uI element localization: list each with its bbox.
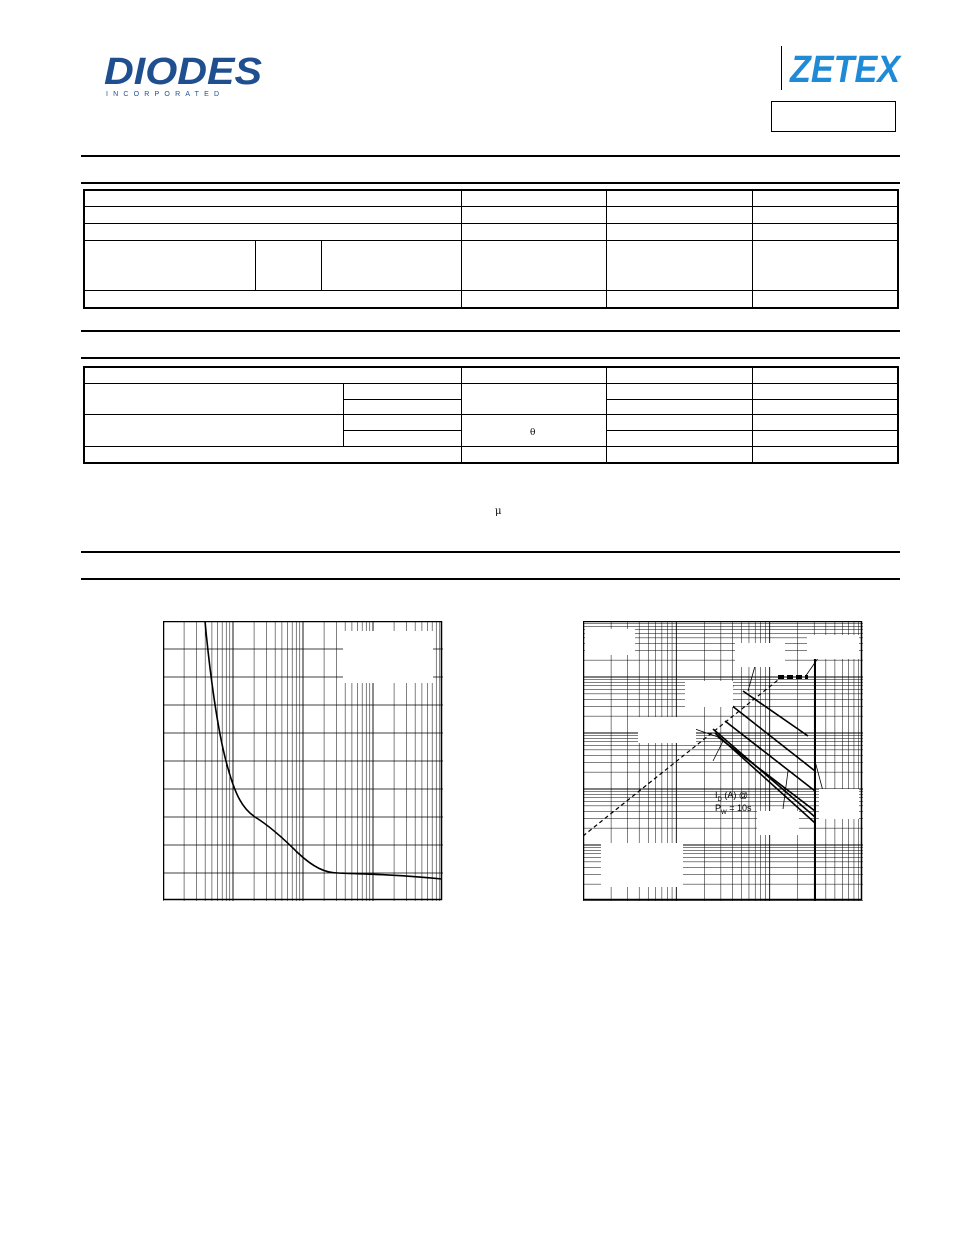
table-cell <box>84 384 343 415</box>
table-cell <box>84 190 461 206</box>
table-cell <box>752 190 898 206</box>
section-rule <box>81 182 900 184</box>
table-cell <box>607 291 753 308</box>
table-cell <box>84 415 343 446</box>
zetex-logo-text: ZETEX <box>789 49 903 91</box>
table-cell <box>84 206 461 223</box>
table-cell <box>461 446 607 463</box>
table-cell <box>461 190 607 206</box>
callout-box <box>735 643 785 667</box>
table-cell <box>752 291 898 308</box>
section-rule <box>81 551 900 553</box>
table-cell <box>461 240 607 290</box>
callout-box <box>807 635 859 659</box>
table-cell <box>607 240 753 290</box>
table-cell <box>84 367 461 384</box>
table-cell <box>607 367 753 384</box>
section-rule <box>81 578 900 580</box>
table-cell <box>752 206 898 223</box>
table-cell <box>84 223 461 240</box>
id-pw-label: $I_D$ (A) @ $P_W = 10s$ <box>715 790 752 816</box>
table-cell <box>84 291 461 308</box>
table-cell <box>607 399 753 415</box>
table-cell <box>752 399 898 415</box>
table-cell <box>343 384 461 400</box>
table-cell <box>461 291 607 308</box>
section-rule <box>81 155 900 157</box>
section-rule <box>81 330 900 332</box>
table-cell <box>752 384 898 400</box>
section-rule <box>81 357 900 359</box>
diodes-logo-subtitle: INCORPORATED <box>106 91 225 98</box>
characteristics-table-1 <box>83 189 899 309</box>
table-cell <box>752 431 898 447</box>
table-cell <box>461 223 607 240</box>
diodes-logo-text: DIODES <box>104 52 262 93</box>
table-cell <box>607 431 753 447</box>
characteristics-table-2 <box>83 366 899 464</box>
table-cell <box>752 367 898 384</box>
callout-box <box>685 681 733 707</box>
callout-box <box>601 843 683 887</box>
rds-limit-line <box>583 676 783 836</box>
table-cell <box>607 206 753 223</box>
table-cell <box>84 240 256 290</box>
table-cell <box>607 190 753 206</box>
table-cell <box>321 240 461 290</box>
callout-box <box>819 789 859 819</box>
soa-curve <box>743 691 808 736</box>
table-cell <box>343 415 461 431</box>
table-cell <box>256 240 322 290</box>
callout-boxes <box>585 629 859 887</box>
transient-chart <box>163 621 443 901</box>
table-cell <box>607 415 753 431</box>
callout-box <box>638 717 696 743</box>
part-number-box <box>771 101 896 132</box>
mu-symbol: μ <box>495 506 502 517</box>
table-cell <box>607 223 753 240</box>
table-cell <box>752 415 898 431</box>
table-cell <box>752 240 898 290</box>
table-cell <box>461 206 607 223</box>
table-cell <box>343 431 461 447</box>
table-cell <box>461 384 607 415</box>
table-cell <box>607 446 753 463</box>
table-cell <box>84 446 461 463</box>
soa-curve <box>731 705 815 771</box>
callout-box <box>757 811 799 835</box>
table-cell <box>343 399 461 415</box>
table-cell <box>461 367 607 384</box>
theta-symbol: θ <box>530 428 536 438</box>
soa-chart <box>583 621 863 901</box>
table-cell <box>752 223 898 240</box>
diodes-logo <box>104 52 274 100</box>
callout-box <box>585 629 635 655</box>
chart-legend-box <box>343 631 433 683</box>
table-cell <box>607 384 753 400</box>
zetex-logo <box>780 44 905 92</box>
table-cell <box>752 446 898 463</box>
